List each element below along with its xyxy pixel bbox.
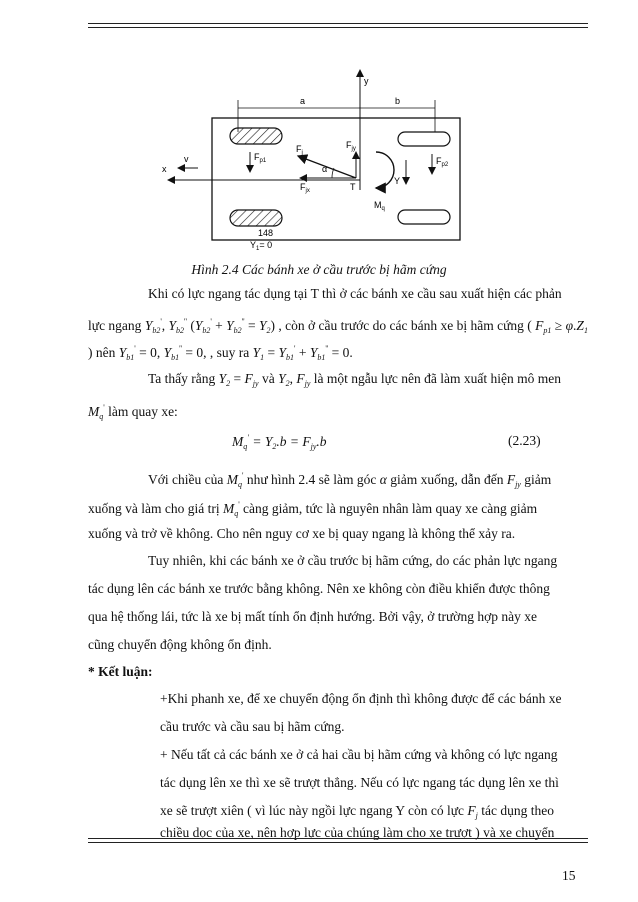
header-rule bbox=[88, 23, 588, 24]
text-line: cũng chuyển động không ổn định. bbox=[88, 637, 272, 652]
equation-number: (2.23) bbox=[508, 433, 541, 448]
t-point-label: T bbox=[350, 182, 356, 192]
text-line: tác dụng lên xe thì xe sẽ trượt thẳng. Nếu có lực ngang tác dụng lên xe thì bbox=[160, 775, 559, 790]
text-line: + Nếu tất cả các bánh xe ở cả hai cầu bị hãm cứng và không có lực ngang bbox=[160, 747, 558, 762]
fp1-label: $F_{p1}$ bbox=[254, 152, 267, 164]
fp2-label: $F_{p2}$ bbox=[436, 156, 449, 168]
fjx-label: $F_{jx}$ bbox=[300, 182, 310, 194]
rear-right-wheel bbox=[398, 210, 450, 224]
text-line: lực ngang $Y_{b2}'$, $Y_{b2}''$ $(Y_{b2}' + Y_{b2}'' = Y_2)$ , còn ở cầu trước do các bánh xe bị hãm cứng ( $F_{p1} \ge \varphi.Z_1$ bbox=[88, 317, 588, 335]
x-axis-label: x bbox=[162, 164, 167, 174]
dim-148-label: 148 bbox=[258, 228, 274, 238]
text-line: xuống và trở về không. Cho nên nguy cơ xe bị quay ngang là không thể xảy ra. bbox=[88, 526, 516, 541]
rear-left-wheel bbox=[398, 132, 450, 146]
text-line: Ta thấy rằng $Y_2 = F_{jy}$ và $Y_2$, $F_{jy}$ là một ngẫu lực nên đã làm xuất hiện mô men bbox=[148, 371, 562, 388]
y1-label: $Y_1= 0$ bbox=[250, 240, 273, 252]
conclusion-heading: * Kết luận: bbox=[88, 664, 153, 679]
text-line: $M_q'$ làm quay xe: bbox=[88, 403, 178, 421]
text-line: tác dụng lên các bánh xe trước bằng không. Nên xe không còn điều khiển được thông bbox=[88, 581, 550, 596]
front-right-wheel bbox=[230, 210, 282, 226]
equation-2-23: $M_q' = Y_2.b = F_{jy}.b$ bbox=[232, 433, 327, 451]
text-line: xuống và làm cho giá trị $M_q'$ càng giảm, tức là nguyên nhân làm quay xe càng giảm bbox=[88, 500, 538, 518]
dim-a-label: a bbox=[300, 96, 306, 106]
text-line: Khi có lực ngang tác dụng tại T thì ở các bánh xe cầu sau xuất hiện các phản bbox=[148, 286, 562, 301]
mq-label: $M_q$ bbox=[374, 200, 385, 212]
footer-rule-thin bbox=[88, 838, 588, 839]
dim-b-label: b bbox=[395, 96, 401, 106]
front-left-wheel bbox=[230, 128, 282, 144]
figure-caption: Hình 2.4 Các bánh xe ở cầu trước bị hãm cứng bbox=[191, 262, 447, 277]
text-line: chiều dọc của xe, nên hợp lực của chúng làm cho xe trượt ) và xe chuyển bbox=[160, 825, 555, 840]
alpha-label: α bbox=[322, 164, 328, 174]
text-line: ) nên $Y_{b1}' = 0$, $Y_{b1}'' = 0$, , suy ra $Y_1 = Y_{b1}' + Y_{b1}'' = 0$. bbox=[88, 344, 353, 362]
fj-label: $F_j$ bbox=[296, 144, 303, 156]
text-line: Tuy nhiên, khi các bánh xe ở cầu trước bị hãm cứng, do các phản lực ngang bbox=[148, 553, 558, 568]
vehicle-braking-diagram bbox=[150, 60, 490, 260]
text-line: cầu trước và cầu sau bị hãm cứng. bbox=[160, 719, 345, 734]
text-line: qua hệ thống lái, tức là xe bị mất tính ổn định hướng. Bởi vậy, ở trường hợp này xe bbox=[88, 609, 537, 624]
footer-rule bbox=[88, 842, 588, 843]
text-line: +Khi phanh xe, để xe chuyển động ổn định thì không được để các bánh xe bbox=[160, 691, 562, 706]
y-force-label: Y bbox=[394, 176, 401, 186]
header-rule-thin bbox=[88, 27, 588, 28]
fjy-label: $F_{jy}$ bbox=[346, 140, 356, 152]
velocity-label: v bbox=[184, 154, 189, 164]
page-number: 15 bbox=[562, 868, 576, 883]
moment-arc bbox=[376, 152, 394, 188]
text-line: Với chiều của $M_q'$ như hình 2.4 sẽ làm góc α giảm xuống, dẫn đến $F_{jy}$ giảm bbox=[148, 471, 552, 489]
text-line: xe sẽ trượt xiên ( vì lúc này ngồi lực ngang Y còn có lực $F_j$ tác dụng theo bbox=[160, 803, 554, 820]
y-axis-label: y bbox=[364, 76, 369, 86]
